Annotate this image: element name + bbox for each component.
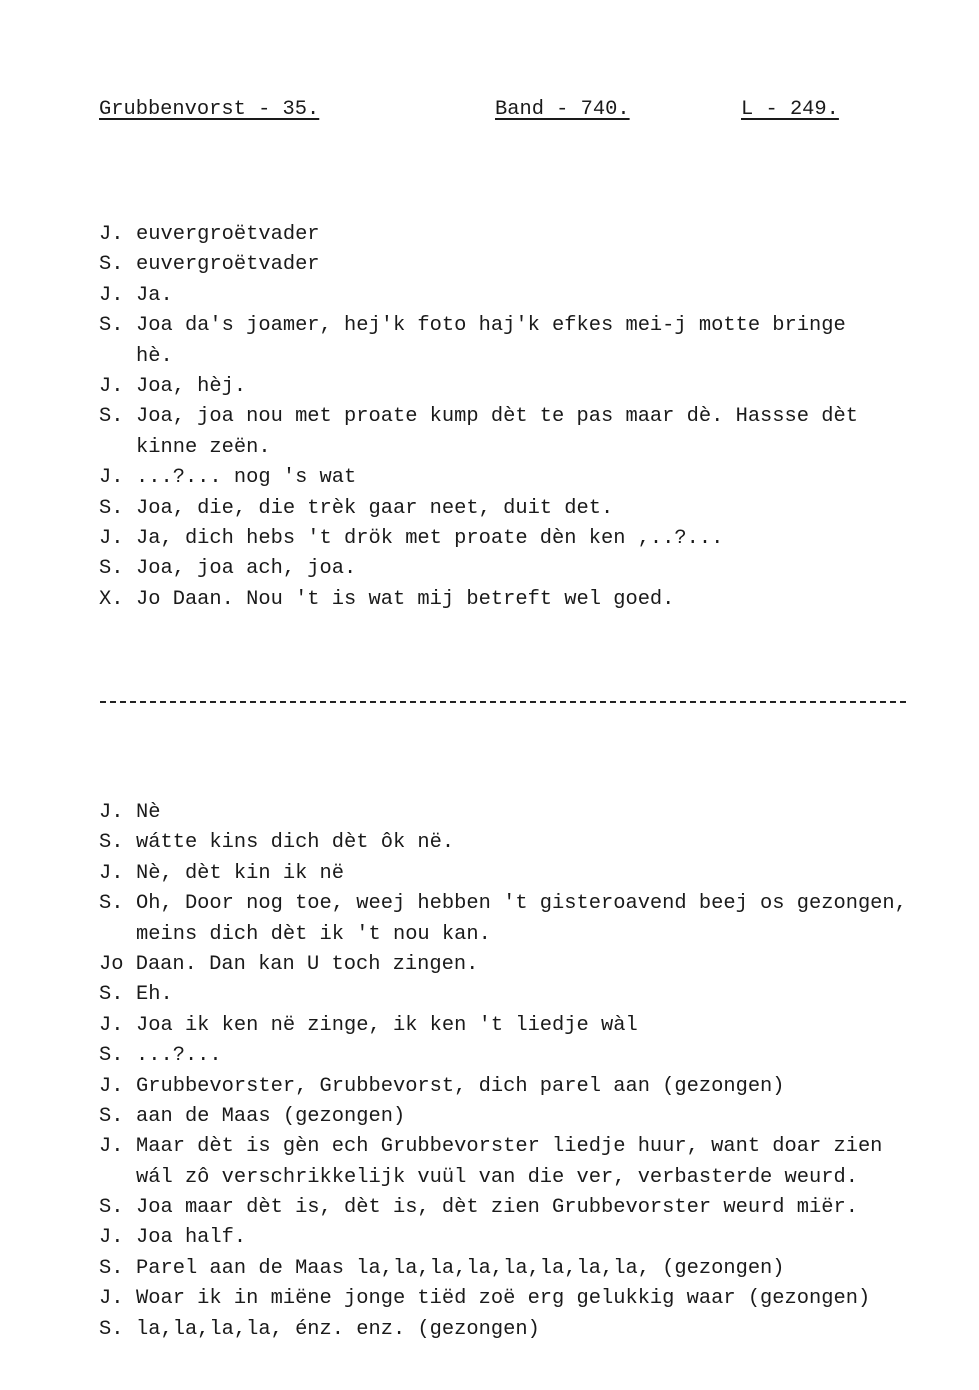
utterance-text: Joa, joa ach, joa. — [136, 557, 357, 581]
transcript-line — [99, 250, 939, 280]
transcript-line — [99, 554, 939, 584]
header-code: L - 249. — [741, 98, 839, 121]
utterance-text: Joa, hèj. — [136, 374, 247, 398]
speaker-label: J. — [99, 1135, 124, 1159]
speaker-label: S. — [99, 831, 124, 855]
speaker-label: S. — [99, 1256, 124, 1280]
speaker-label: J. — [99, 1226, 124, 1250]
transcript-line — [99, 220, 939, 250]
utterance-text: Jo Daan. Dan kan U toch zingen. — [99, 952, 479, 976]
speaker-label: J. — [99, 283, 124, 307]
utterance-text: wál zô verschrikkelijk vuül van die ver, verbasterde weurd. — [136, 1165, 858, 1189]
transcript-line — [99, 1011, 939, 1041]
utterance-text: Jo Daan. Nou 't is wat mij betreft wel goed. — [136, 587, 675, 611]
header-place: Grubbenvorst - 35. — [99, 98, 320, 121]
speaker-label: S. — [99, 983, 124, 1007]
transcript-line — [99, 1284, 939, 1314]
transcript-line — [99, 1102, 939, 1132]
section-separator — [100, 701, 906, 703]
speaker-label: S. — [99, 1196, 124, 1220]
utterance-text: Oh, Door nog toe, weej hebben 't gisteroavend beej os gezongen, — [136, 892, 907, 916]
transcript-line — [99, 950, 939, 980]
transcript-line — [99, 1163, 939, 1193]
header-band: Band - 740. — [495, 98, 630, 121]
speaker-label: J. — [99, 223, 124, 246]
utterance-text: Ja. — [136, 283, 173, 307]
utterance-text: ...?... nog 's wat — [136, 466, 357, 490]
speaker-label: J. — [99, 466, 124, 490]
speaker-label: J. — [99, 861, 124, 885]
utterance-text: wátte kins dich dèt ôk në. — [136, 831, 455, 855]
utterance-text: Joa, die, die trèk gaar neet, duit det. — [136, 496, 614, 520]
speaker-label: J. — [99, 1074, 124, 1098]
transcript-line — [99, 372, 939, 402]
transcript-line — [99, 585, 939, 615]
transcript-line — [99, 494, 939, 524]
transcript-line — [99, 342, 939, 372]
transcript-line — [99, 1193, 939, 1223]
utterance-text: Nè — [136, 801, 161, 824]
transcript-line — [99, 1072, 939, 1102]
utterance-text: Parel aan de Maas la,la,la,la,la,la,la,la, (gezongen) — [136, 1256, 785, 1280]
speaker-label: J. — [99, 1013, 124, 1037]
utterance-text: ...?... — [136, 1044, 222, 1068]
speaker-label: J. — [99, 526, 124, 550]
utterance-text: Woar ik in miëne jonge tiëd zoë erg gelukkig waar (gezongen) — [136, 1287, 871, 1311]
utterance-text: Joa half. — [136, 1226, 247, 1250]
speaker-label: J. — [99, 1287, 124, 1311]
transcript-line — [99, 281, 939, 311]
utterance-text: Joa da's joamer, hej'k foto haj'k efkes mei-j motte bringe — [136, 314, 846, 338]
utterance-text: aan de Maas (gezongen) — [136, 1104, 406, 1128]
speaker-label: J. — [99, 801, 124, 824]
utterance-text: hè. — [136, 344, 173, 368]
utterance-text: Joa, joa nou met proate kump dèt te pas maar dè. Hassse dèt — [136, 405, 858, 429]
speaker-label: S. — [99, 314, 124, 338]
transcript-line — [99, 402, 939, 432]
transcript-line — [99, 1223, 939, 1253]
transcript-line — [99, 980, 939, 1010]
transcript-block-1 — [99, 220, 939, 615]
utterance-text: euvergroëtvader — [136, 223, 320, 246]
utterance-text: Maar dèt is gèn ech Grubbevorster liedje huur, want doar zien — [136, 1135, 883, 1159]
transcript-line — [99, 889, 939, 919]
utterance-text: Eh. — [136, 983, 173, 1007]
utterance-text: Joa ik ken në zinge, ik ken 't liedje wàl — [136, 1013, 638, 1037]
utterance-text: Grubbevorster, Grubbevorst, dich parel aan (gezongen) — [136, 1074, 785, 1098]
utterance-text: euvergroëtvader — [136, 253, 320, 277]
utterance-text: la,la,la,la, énz. enz. (gezongen) — [136, 1317, 540, 1341]
speaker-label: S. — [99, 405, 124, 429]
transcript-line — [99, 463, 939, 493]
transcript-line — [99, 920, 939, 950]
transcript-line — [99, 1041, 939, 1071]
speaker-label: X. — [99, 587, 124, 611]
transcript-line — [99, 524, 939, 554]
speaker-label: S. — [99, 1104, 124, 1128]
speaker-label: J. — [99, 374, 124, 398]
transcript-line — [99, 311, 939, 341]
utterance-text: kinne zeën. — [136, 435, 271, 459]
speaker-label: S. — [99, 1317, 124, 1341]
transcript-line — [99, 1315, 939, 1345]
speaker-label: S. — [99, 557, 124, 581]
utterance-text: Joa maar dèt is, dèt is, dèt zien Grubbevorster weurd miër. — [136, 1196, 858, 1220]
speaker-label: S. — [99, 1044, 124, 1068]
transcript-line — [99, 433, 939, 463]
speaker-label: S. — [99, 892, 124, 916]
speaker-label: S. — [99, 496, 124, 520]
transcript-block-2 — [99, 798, 939, 1345]
transcript-line — [99, 1254, 939, 1284]
transcript-line — [99, 798, 939, 828]
utterance-text: Ja, dich hebs 't drök met proate dèn ken ,..?... — [136, 526, 724, 550]
transcript-line — [99, 859, 939, 889]
utterance-text: Nè, dèt kin ik në — [136, 861, 345, 885]
transcript-line — [99, 828, 939, 858]
speaker-label: S. — [99, 253, 124, 277]
utterance-text: meins dich dèt ik 't nou kan. — [136, 922, 491, 946]
transcript-line — [99, 1132, 939, 1162]
